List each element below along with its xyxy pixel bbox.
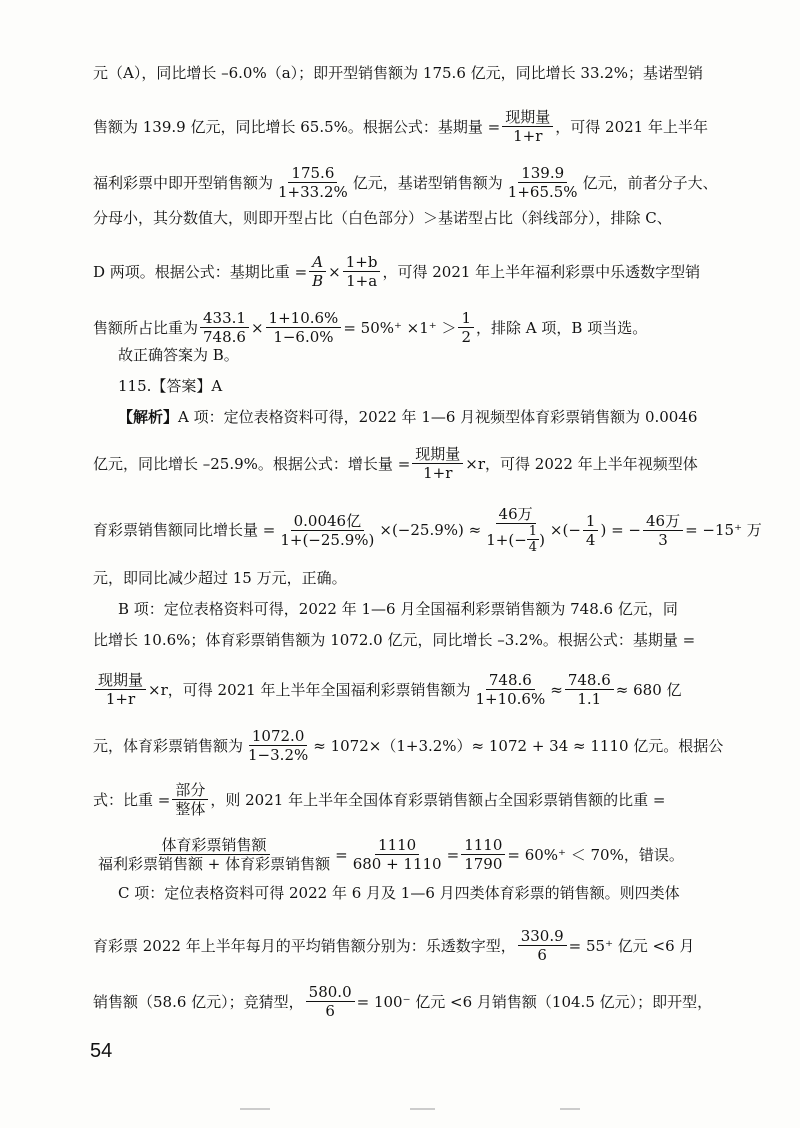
text: B 项：定位表格资料可得，2022 年 1—6 月全国福利彩票销售额为 748.6 亿元，同 bbox=[118, 600, 678, 618]
text: 亿元，前者分子大、 bbox=[582, 173, 718, 192]
text: 育彩票 2022 年上半年每月的平均销售额分别为：乐透数字型， bbox=[93, 936, 516, 955]
text: ×(− bbox=[549, 521, 581, 539]
text: = bbox=[446, 845, 460, 864]
text-line bbox=[93, 445, 740, 482]
text-line bbox=[93, 309, 740, 346]
text: ，可得 2021 年上半年 bbox=[555, 117, 708, 136]
text: 115.【答案】A bbox=[118, 377, 223, 395]
text: 元，即同比减少超过 15 万元，正确。 bbox=[93, 569, 347, 587]
scan-mark bbox=[410, 1108, 435, 1110]
fraction: $\frac{1072.0}{1-3.2\%}$ bbox=[248, 727, 309, 764]
fraction: $\frac{139.9}{1+65.5\%}$ bbox=[507, 164, 578, 201]
text-line bbox=[93, 927, 740, 964]
text: D 两项。根据公式：基期比重 = bbox=[93, 262, 308, 281]
fraction: $\frac{433.1}{748.6}$ bbox=[200, 309, 249, 346]
text-line bbox=[118, 598, 740, 620]
text-line bbox=[93, 62, 740, 84]
text: ×r，可得 2021 年上半年全国福利彩票销售额为 bbox=[148, 680, 471, 699]
fraction: $\frac{580.0}{6}$ bbox=[306, 983, 355, 1020]
text: ×r，可得 2022 年上半年视频型体 bbox=[465, 454, 698, 473]
text: 销售额（58.6 亿元）；竞猜型， bbox=[93, 992, 304, 1011]
text: × bbox=[250, 318, 264, 337]
text-line bbox=[93, 671, 740, 708]
text: 元（A），同比增长 –6.0%（a）；即开型销售额为 175.6 亿元，同比增长 33.2%；基诺型销 bbox=[93, 64, 704, 82]
text-line bbox=[93, 727, 740, 764]
text: = 60%⁺ ＜ 70%，错误。 bbox=[507, 845, 684, 864]
answer-heading bbox=[118, 375, 740, 397]
text: 售额为 139.9 亿元，同比增长 65.5%。根据公式：基期量 = bbox=[93, 117, 501, 136]
text-line bbox=[118, 882, 740, 904]
text: 福利彩票中即开型销售额为 bbox=[93, 173, 274, 192]
text: ，排除 A 项，B 项当选。 bbox=[476, 318, 648, 337]
scan-mark bbox=[560, 1108, 580, 1110]
text: ) = − bbox=[600, 521, 641, 539]
fraction: $\frac{175.6}{1+33.2\%}$ bbox=[278, 164, 348, 201]
text-line bbox=[93, 253, 740, 290]
text-line bbox=[93, 567, 740, 589]
text: ，则 2021 年上半年全国体育彩票销售额占全国彩票销售额的比重 = bbox=[210, 790, 666, 809]
text-line bbox=[93, 207, 740, 229]
text: A 项：定位表格资料可得，2022 年 1—6 月视频型体育彩票销售额为 0.0046 bbox=[178, 408, 698, 426]
text-line bbox=[93, 781, 740, 818]
fraction: $\frac{\text{46万}}{3}$ bbox=[643, 512, 683, 549]
text: ×(−25.9%) ≈ bbox=[379, 521, 482, 539]
text: = 100⁻ 亿元 <6 月销售额（104.5 亿元）；即开型， bbox=[356, 992, 713, 1011]
text: 育彩票销售额同比增长量 = bbox=[93, 521, 276, 539]
fraction: $\frac{A}{B}$ bbox=[309, 253, 326, 290]
text: 元，体育彩票销售额为 bbox=[93, 736, 244, 755]
fraction: $\frac{1110}{1790}$ bbox=[461, 836, 505, 873]
text: C 项：定位表格资料可得 2022 年 6 月及 1—6 月四类体育彩票的销售额。则四类体 bbox=[118, 884, 680, 902]
text-line bbox=[93, 983, 740, 1020]
text-line bbox=[93, 629, 740, 651]
text-line bbox=[93, 108, 740, 145]
text: = 55⁺ 亿元 <6 月 bbox=[568, 936, 695, 955]
text: 分母小，其分数值大，则即开型占比（白色部分）＞基诺型占比（斜线部分），排除 C、 bbox=[93, 209, 672, 227]
fraction: $\frac{\text{现期量}}{1+r}$ bbox=[95, 671, 146, 708]
text: ≈ 680 亿 bbox=[615, 680, 682, 699]
fraction: $\frac{1}{2}$ bbox=[458, 309, 474, 346]
text: ≈ 1072×（1+3.2%）≈ 1072 + 34 ≈ 1110 亿元。根据公 bbox=[313, 736, 724, 755]
text: ，可得 2021 年上半年福利彩票中乐透数字型销 bbox=[382, 262, 701, 281]
text-line bbox=[93, 836, 740, 873]
fraction: $\frac{748.6}{1.1}$ bbox=[565, 671, 614, 708]
fraction: $\frac{\text{现期量}}{1+r}$ bbox=[502, 108, 553, 145]
fraction: $\frac{\text{0.0046亿}}{1+(-25.9\%)}$ bbox=[280, 511, 375, 549]
text: ≈ bbox=[550, 680, 563, 699]
text-line bbox=[118, 344, 740, 366]
fraction: $\frac{\text{体育彩票销售额}}{\text{福利彩票销售额 + 体育彩票销售额}}$ bbox=[98, 836, 331, 873]
analysis-tag: 【解析】 bbox=[118, 408, 179, 426]
text: = bbox=[335, 845, 348, 864]
text: 比增长 10.6%；体育彩票销售额为 1072.0 亿元，同比增长 –3.2%。根据公式：基期量 = bbox=[93, 631, 696, 649]
text: × bbox=[328, 262, 341, 281]
text: 亿元，同比增长 –25.9%。根据公式：增长量 = bbox=[93, 454, 411, 473]
text-line bbox=[118, 406, 740, 428]
fraction: $\frac{\text{现期量}}{1+r}$ bbox=[412, 445, 463, 482]
fraction: $\frac{1110}{680 + 1110}$ bbox=[352, 836, 442, 873]
fraction: $\frac{748.6}{1+10.6\%}$ bbox=[475, 671, 546, 708]
text: = −15⁺ 万 bbox=[685, 521, 762, 539]
fraction: $\frac{330.9}{6}$ bbox=[518, 927, 567, 964]
page-number: 54 bbox=[90, 1040, 113, 1062]
scan-mark bbox=[240, 1108, 270, 1110]
fraction: 46万 1+(− $\frac{1}{4}$ ) bbox=[486, 505, 545, 555]
fraction: $\frac{1+b}{1+a}$ bbox=[343, 253, 381, 290]
text-line bbox=[93, 164, 740, 201]
fraction: $\frac{1+10.6\%}{1-6.0\%}$ bbox=[266, 309, 342, 346]
text: 售额所占比重为 bbox=[93, 318, 199, 337]
fraction: $\frac{\text{部分}}{\text{整体}}$ bbox=[172, 781, 208, 818]
text: = 50%⁺ ×1⁺ ＞ bbox=[343, 318, 457, 337]
text: 式：比重 = bbox=[93, 790, 171, 809]
text: 故正确答案为 B。 bbox=[118, 346, 239, 364]
text-line bbox=[93, 505, 762, 555]
fraction: $\frac{1}{4}$ bbox=[583, 512, 599, 549]
text: 亿元，基诺型销售额为 bbox=[352, 173, 503, 192]
